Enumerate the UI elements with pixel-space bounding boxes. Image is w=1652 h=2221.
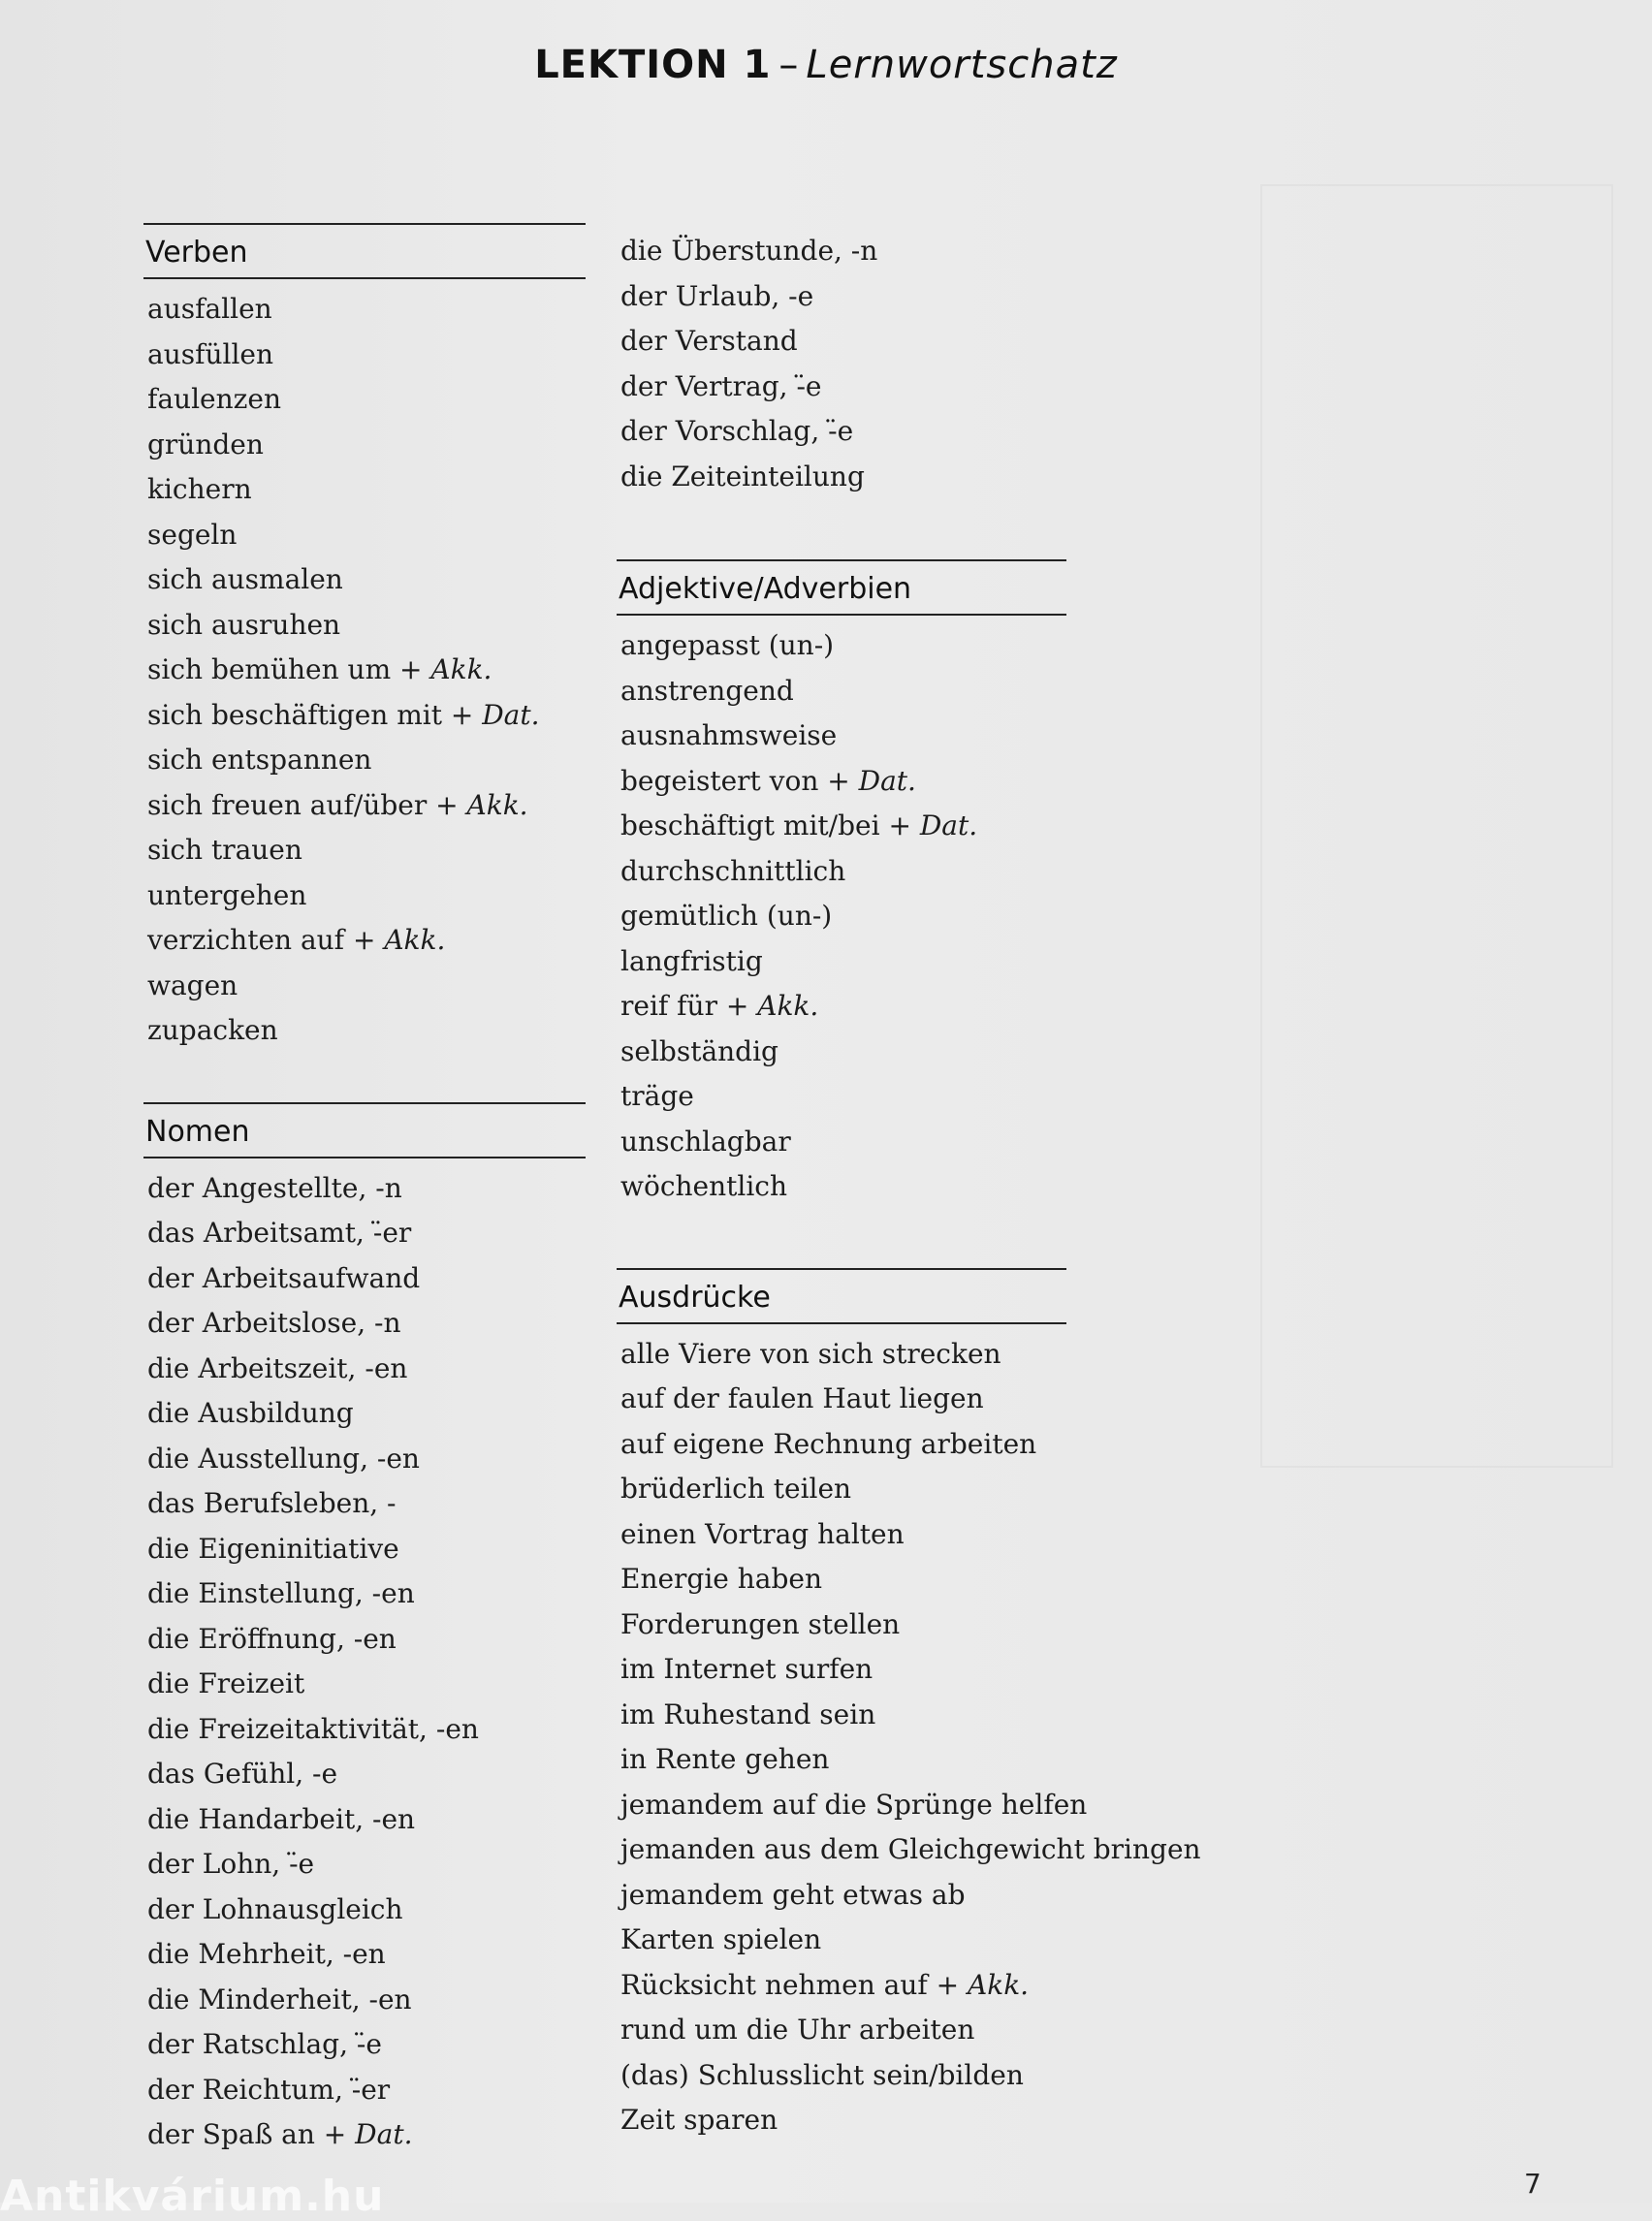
vocab-term: alle Viere von sich strecken	[620, 1337, 1001, 1370]
vocab-item	[620, 1602, 1066, 1648]
adjektive-list	[617, 623, 1066, 1210]
vocab-item	[147, 964, 586, 1009]
vocab-term: auf eigene Rechnung arbeiten	[620, 1427, 1037, 1460]
vocab-term: Karten spielen	[620, 1923, 822, 1955]
nomen-list-right	[617, 229, 1066, 499]
vocab-term: der Arbeitslose, -n	[147, 1307, 401, 1339]
vocab-item	[620, 1512, 1066, 1558]
vocab-term: Energie haben	[620, 1563, 823, 1595]
vocab-term: sich bemühen um +	[147, 653, 431, 685]
vocab-item	[147, 467, 586, 513]
section-heading-adjektive: Adjektive/Adverbien	[617, 559, 1066, 616]
vocab-term: die Arbeitszeit, -en	[147, 1351, 408, 1384]
vocab-term: unschlagbar	[620, 1125, 791, 1158]
vocab-item	[147, 693, 586, 739]
vocab-item	[620, 2053, 1066, 2099]
vocab-item	[147, 1707, 586, 1753]
section-heading-verben: Verben	[143, 223, 586, 279]
vocab-term: gründen	[147, 428, 264, 460]
case-marker: Dat.	[482, 698, 540, 731]
case-marker: Akk.	[384, 924, 446, 956]
vocab-term: der Vertrag, -̈e	[620, 369, 822, 402]
vocab-item	[620, 1693, 1066, 1738]
vocab-term: sich ausmalen	[147, 563, 343, 595]
vocab-term: jemandem auf die Sprünge helfen	[620, 1788, 1088, 1821]
vocab-item	[620, 365, 1066, 410]
vocab-item	[620, 1647, 1066, 1693]
vocab-item	[620, 1737, 1066, 1783]
vocab-term: ausnahmsweise	[620, 719, 838, 751]
vocab-item	[620, 2098, 1066, 2143]
vocab-term: das Gefühl, -e	[147, 1758, 338, 1790]
vocab-item	[147, 2068, 586, 2113]
vocab-term: sich beschäftigen mit +	[147, 698, 483, 731]
vocab-item	[147, 1211, 586, 1256]
case-marker: Akk.	[968, 1968, 1030, 2001]
verben-list	[143, 287, 586, 1054]
title-main: LEKTION 1	[534, 43, 772, 87]
vocab-item	[147, 1888, 586, 1933]
vocab-item	[147, 1391, 586, 1437]
vocab-term: verzichten auf +	[147, 924, 385, 956]
vocab-item	[620, 804, 1066, 849]
vocab-item	[147, 1008, 586, 1054]
vocab-term: Forderungen stellen	[620, 1607, 901, 1640]
vocab-item	[147, 1662, 586, 1707]
vocab-item	[620, 1467, 1066, 1512]
vocab-term: selbständig	[620, 1034, 778, 1067]
vocab-item	[620, 984, 1066, 1030]
vocab-item	[620, 1074, 1066, 1120]
vocab-term: jemandem geht etwas ab	[620, 1878, 966, 1911]
vocab-item	[147, 1797, 586, 1843]
right-column	[617, 223, 1201, 2143]
case-marker: Akk.	[430, 653, 492, 685]
vocab-item	[147, 603, 586, 649]
vocab-item	[147, 1166, 586, 1212]
vocab-term: wöchentlich	[620, 1170, 788, 1202]
vocab-term: das Berufsleben, -	[147, 1487, 397, 1519]
vocab-term: ausfallen	[147, 293, 272, 325]
nomen-list-left	[143, 1166, 586, 2158]
case-marker: Dat.	[858, 764, 916, 797]
vocab-item	[620, 455, 1066, 500]
vocab-term: angepasst (un-)	[620, 629, 835, 661]
vocab-item	[147, 557, 586, 603]
vocab-term: die Handarbeit, -en	[147, 1802, 416, 1835]
vocab-term: die Einstellung, -en	[147, 1577, 415, 1609]
vocab-item	[147, 828, 586, 873]
vocab-term: gemütlich (un-)	[620, 900, 833, 932]
vocab-term: der Verstand	[620, 325, 798, 357]
vocab-item	[620, 1332, 1066, 1378]
vocab-term: rund um die Uhr arbeiten	[620, 2014, 975, 2046]
case-marker: Akk.	[757, 990, 819, 1022]
vocab-item	[620, 1783, 1088, 1828]
vocab-term: kichern	[147, 473, 252, 505]
vocab-term: der Reichtum, -̈er	[147, 2073, 391, 2106]
vocab-term: in Rente gehen	[620, 1743, 830, 1775]
vocab-term: die Eigeninitiative	[147, 1532, 399, 1565]
vocab-item	[620, 2008, 1066, 2053]
vocab-item	[620, 1120, 1066, 1165]
vocab-item	[147, 287, 586, 333]
title-separator: –	[778, 43, 799, 87]
vocab-item	[620, 939, 1066, 985]
vocab-item	[147, 2022, 586, 2068]
section-heading-nomen: Nomen	[143, 1102, 586, 1158]
vocab-item	[620, 1827, 1201, 1873]
vocab-term: träge	[620, 1080, 694, 1112]
vocab-term: im Ruhestand sein	[620, 1697, 876, 1730]
case-marker: Akk.	[466, 788, 528, 821]
vocab-item	[147, 1978, 586, 2023]
vocab-term: die Zeiteinteilung	[620, 460, 865, 492]
vocab-term: die Freizeitaktivität, -en	[147, 1712, 479, 1745]
vocab-term: sich ausruhen	[147, 608, 341, 641]
vocab-item	[620, 894, 1066, 939]
vocab-item	[620, 1030, 1066, 1075]
vocab-term: das Arbeitsamt, -̈er	[147, 1217, 412, 1249]
vocab-term: anstrengend	[620, 674, 794, 707]
vocab-item	[147, 1842, 586, 1888]
vocab-term: untergehen	[147, 878, 307, 911]
vocab-term: die Mehrheit, -en	[147, 1938, 386, 1970]
vocab-term: die Ausbildung	[147, 1397, 354, 1429]
vocab-term: die Eröffnung, -en	[147, 1622, 397, 1655]
vocab-term: die Freizeit	[147, 1667, 305, 1699]
vocab-item	[620, 319, 1066, 365]
vocab-item	[147, 423, 586, 468]
vocab-item	[620, 759, 1066, 805]
vocab-item	[147, 1932, 586, 1978]
page-title	[0, 43, 1652, 87]
vocab-item	[147, 1256, 586, 1302]
vocab-term: sich trauen	[147, 834, 302, 866]
vocab-term: langfristig	[620, 944, 763, 977]
vocab-term: (das) Schlusslicht sein/bilden	[620, 2058, 1024, 2091]
vocab-item	[147, 1527, 586, 1572]
vocab-item	[620, 229, 1066, 274]
vocab-term: der Spaß an +	[147, 2118, 356, 2150]
vocab-item	[620, 1557, 1066, 1602]
vocab-item	[620, 849, 1066, 895]
title-sub: Lernwortschatz	[806, 43, 1118, 87]
vocab-term: der Vorschlag, -̈e	[620, 415, 854, 447]
vocab-term: im Internet surfen	[620, 1653, 874, 1685]
vocab-item	[147, 1752, 586, 1797]
vocab-item	[620, 1164, 1066, 1210]
vocab-term: der Lohn, -̈e	[147, 1848, 315, 1880]
vocab-term: segeln	[147, 518, 238, 551]
vocab-term: der Arbeitsaufwand	[147, 1261, 421, 1294]
vocab-item	[620, 1918, 1066, 1963]
vocab-term: ausfüllen	[147, 337, 274, 370]
vocab-item	[147, 333, 586, 378]
vocab-term: der Angestellte, -n	[147, 1171, 402, 1204]
case-marker: Dat.	[919, 809, 978, 841]
vocab-item	[147, 873, 586, 919]
vocab-term: der Urlaub, -e	[620, 279, 814, 312]
vocab-item	[147, 783, 586, 829]
vocab-item	[620, 274, 1066, 320]
vocab-term: zupacken	[147, 1014, 278, 1046]
vocab-item	[620, 714, 1066, 759]
case-marker: Dat.	[355, 2118, 413, 2150]
vocab-term: begeistert von +	[620, 764, 859, 797]
vocab-term: sich freuen auf/über +	[147, 788, 467, 821]
vocab-item	[147, 1301, 586, 1347]
vocab-term: der Lohnausgleich	[147, 1892, 403, 1925]
vocab-item	[620, 1377, 1066, 1422]
vocab-item	[147, 377, 586, 423]
vocab-item	[147, 918, 586, 964]
vocab-term: reif für +	[620, 990, 758, 1022]
vocab-term: jemanden aus dem Gleichgewicht bringen	[620, 1833, 1201, 1865]
vocab-item	[147, 2112, 586, 2158]
vocab-item	[147, 648, 586, 693]
vocab-item	[620, 409, 1066, 455]
vocab-term: sich entspannen	[147, 744, 372, 776]
watermark-logo: Antikvárium.hu	[0, 2172, 385, 2221]
vocab-term: brüderlich teilen	[620, 1473, 852, 1505]
vocab-term: die Ausstellung, -en	[147, 1442, 420, 1475]
vocab-item	[620, 1422, 1066, 1468]
section-heading-ausdruecke: Ausdrücke	[617, 1268, 1066, 1324]
vocab-term: faulenzen	[147, 383, 282, 415]
vocab-item	[147, 1571, 586, 1617]
vocab-term: der Ratschlag, -̈e	[147, 2028, 382, 2060]
vocab-term: Zeit sparen	[620, 2104, 778, 2136]
vocab-term: die Minderheit, -en	[147, 1983, 412, 2015]
vocab-item	[620, 669, 1066, 714]
vocab-item	[620, 623, 1066, 669]
ausdruecke-list	[617, 1332, 1201, 2143]
vocab-item	[620, 1873, 1066, 1919]
vocab-item	[147, 1437, 586, 1482]
vocab-term: beschäftigt mit/bei +	[620, 809, 920, 841]
vocab-term: wagen	[147, 968, 238, 1001]
vocab-item	[147, 1481, 586, 1527]
vocab-term: einen Vortrag halten	[620, 1517, 905, 1550]
vocab-item	[147, 1347, 586, 1392]
vocab-item	[147, 513, 586, 558]
page-number: 7	[1524, 2168, 1541, 2200]
vocab-item	[147, 1617, 586, 1663]
bleed-through-box	[1260, 184, 1613, 1468]
vocab-term: die Überstunde, -n	[620, 235, 878, 267]
vocab-term: Rücksicht nehmen auf +	[620, 1968, 968, 2001]
vocab-item	[147, 738, 586, 783]
vocab-term: auf der faulen Haut liegen	[620, 1382, 984, 1414]
vocab-term: durchschnittlich	[620, 854, 846, 887]
left-column	[143, 223, 586, 2158]
vocab-item	[620, 1963, 1066, 2009]
